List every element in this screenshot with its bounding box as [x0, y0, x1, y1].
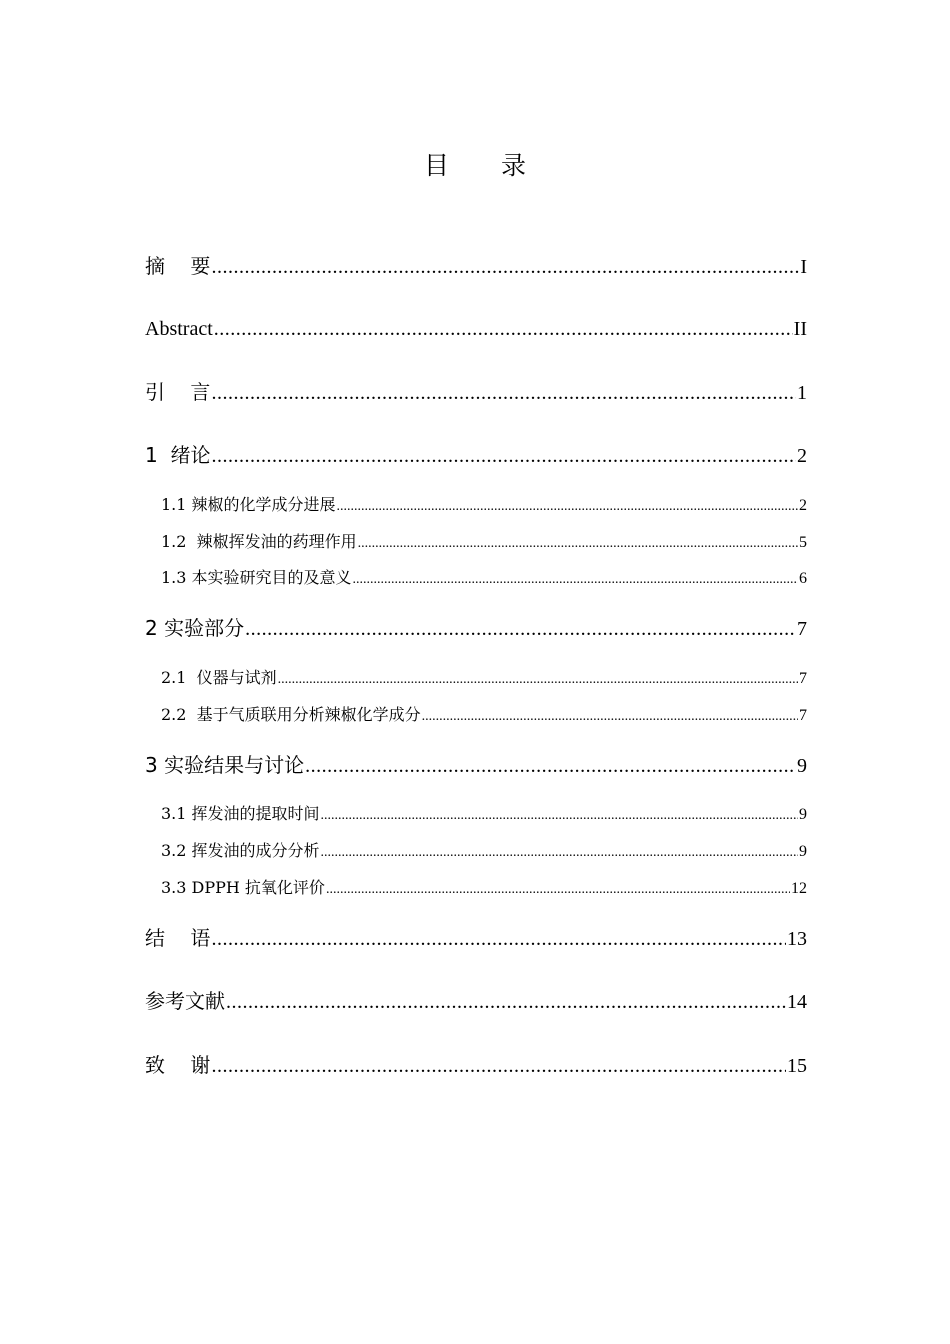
toc-entry-label: 1 绪论 [145, 443, 211, 467]
toc-leader-dots [326, 879, 790, 901]
toc-leader-dots [211, 379, 796, 407]
toc-entry-abstract-cn[interactable] [145, 252, 807, 280]
toc-entry-label: 3.2 挥发油的成分分析 [161, 841, 320, 860]
toc-entry-label: 1.1 辣椒的化学成分进展 [161, 495, 336, 514]
toc-entry-page: I [800, 256, 807, 278]
toc-entry-label: 1.3 本实验研究目的及意义 [161, 568, 352, 587]
toc-leader-dots [422, 706, 798, 728]
toc-entry-page: 9 [799, 843, 807, 860]
toc-entry-label: 2 实验部分 [145, 616, 245, 640]
toc-entry-page: 7 [799, 707, 807, 724]
toc-entry-chapter-3[interactable] [145, 751, 807, 779]
toc-entry-section-3-1[interactable] [161, 803, 807, 825]
toc-entry-abstract-en[interactable] [145, 315, 807, 343]
toc-leader-dots [358, 533, 798, 555]
toc-entry-section-3-3[interactable] [161, 877, 807, 899]
toc-entry-references[interactable] [145, 987, 807, 1015]
toc-entry-introduction[interactable] [145, 378, 807, 406]
toc-entry-label: 3 实验结果与讨论 [145, 753, 305, 777]
toc-leader-dots [211, 925, 786, 953]
toc-entry-page: 12 [791, 880, 807, 897]
toc-leader-dots [211, 1052, 786, 1080]
toc-leader-dots [214, 315, 793, 343]
toc-entry-label: 致 谢 [145, 1053, 211, 1077]
toc-entry-section-2-2[interactable] [161, 704, 807, 726]
toc-entry-page: 7 [797, 618, 807, 640]
toc-entry-conclusion[interactable] [145, 924, 807, 952]
toc-entry-page: 15 [787, 1055, 807, 1077]
toc-entry-label: 3.1 挥发油的提取时间 [161, 804, 320, 823]
toc-entry-page: 1 [797, 382, 807, 404]
toc-entry-label: Abstract [145, 318, 213, 340]
toc-entry-label: 2.1 仪器与试剂 [161, 668, 277, 687]
toc-leader-dots [321, 805, 798, 827]
toc-leader-dots [226, 988, 786, 1016]
toc-entry-page: 6 [799, 570, 807, 587]
toc-entry-page: 14 [787, 991, 807, 1013]
toc-leader-dots [305, 752, 796, 780]
page-title: 目 录 [424, 151, 548, 180]
toc-entry-page: 2 [799, 497, 807, 514]
toc-leader-dots [353, 569, 798, 591]
toc-entry-chapter-2[interactable] [145, 614, 807, 642]
toc-entry-page: 9 [797, 755, 807, 777]
toc-leader-dots [211, 442, 796, 470]
toc-entry-label: 引 言 [145, 380, 211, 404]
toc-entry-label: 1.2 辣椒挥发油的药理作用 [161, 532, 357, 551]
toc-leader-dots [245, 615, 796, 643]
toc-entry-page: 9 [799, 806, 807, 823]
toc-entry-section-2-1[interactable] [161, 667, 807, 689]
toc-entry-page: 13 [787, 928, 807, 950]
toc-entry-section-3-2[interactable] [161, 840, 807, 862]
toc-leader-dots [337, 496, 798, 518]
toc-leader-dots [321, 842, 798, 864]
toc-entry-label: 参考文献 [145, 989, 225, 1013]
toc-entry-page: 2 [797, 445, 807, 467]
toc-entry-label: 3.3 DPPH 抗氧化评价 [161, 878, 325, 897]
toc-entry-label: 2.2 基于气质联用分析辣椒化学成分 [161, 705, 421, 724]
toc-entry-section-1-2[interactable] [161, 531, 807, 553]
toc-leader-dots [211, 253, 799, 281]
toc-entry-page: 5 [799, 534, 807, 551]
toc-entry-acknowledgements[interactable] [145, 1051, 807, 1079]
toc-entry-chapter-1[interactable] [145, 441, 807, 469]
toc-entry-label: 结 语 [145, 926, 211, 950]
toc-entry-page: II [793, 318, 807, 340]
toc-entry-section-1-1[interactable] [161, 494, 807, 516]
toc-entry-page: 7 [799, 670, 807, 687]
toc-entry-section-1-3[interactable] [161, 567, 807, 589]
toc-entry-label: 摘 要 [145, 254, 211, 278]
toc-leader-dots [278, 669, 798, 691]
